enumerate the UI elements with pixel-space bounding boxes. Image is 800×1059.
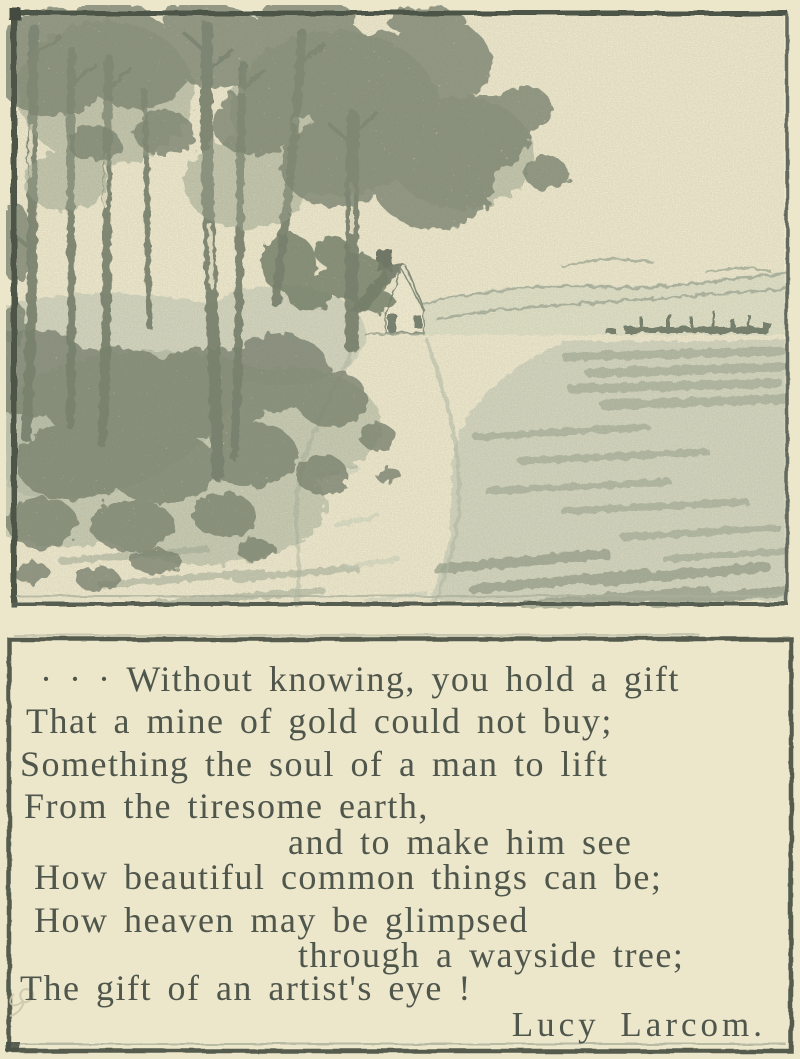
poem-line: The gift of an artist's eye !	[20, 968, 472, 1008]
poem-line: through a wayside tree;	[298, 935, 685, 975]
landscape-illustration	[6, 5, 794, 615]
poem-line: How beautiful common things can be;	[34, 857, 663, 897]
poem-line: Something the soul of a man to lift	[20, 744, 609, 784]
poem-line: and to make him see	[288, 822, 633, 862]
poem-line: · · · Without knowing, you hold a gift	[40, 659, 680, 699]
poem-line: How heaven may be glimpsed	[34, 900, 529, 940]
poem-attribution: Lucy Larcom.	[511, 1005, 766, 1044]
plate-grain	[16, 15, 784, 603]
poem-line: That a mine of gold could not buy;	[26, 701, 613, 741]
poem-line: From the tiresome earth,	[24, 786, 429, 826]
